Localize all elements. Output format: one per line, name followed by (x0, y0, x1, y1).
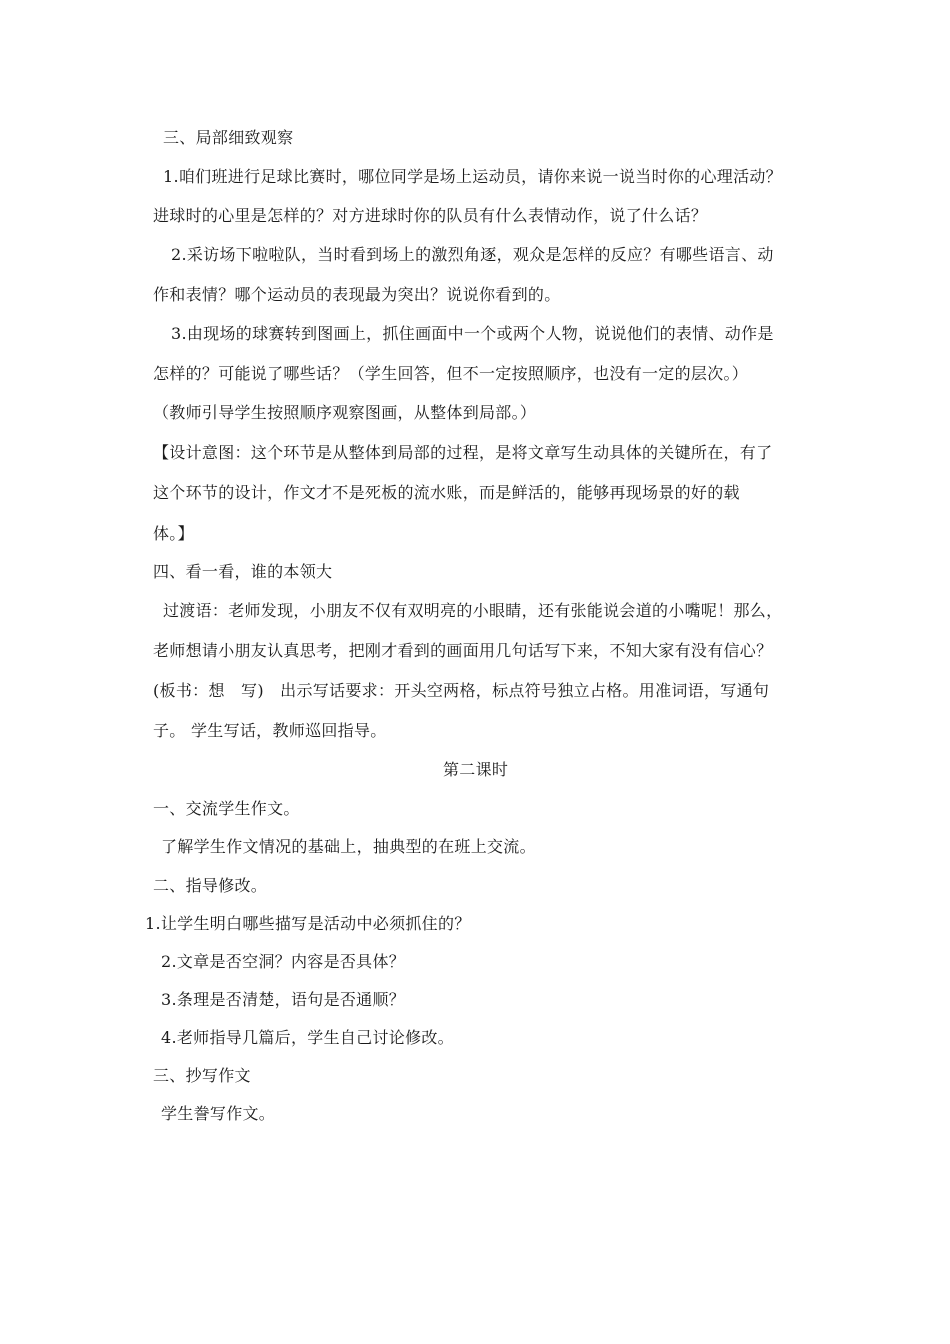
paragraph-line: 1.咱们班进行足球比赛时，哪位同学是场上运动员，请你来说一说当时你的心理活动？ (163, 167, 782, 186)
section-heading-3: 三、局部细致观察 (163, 128, 294, 147)
design-intent-line: 这个环节的设计，作文才不是死板的流水账，而是鲜活的，能够再现场景的好的载 (153, 483, 740, 502)
section-heading: 二、指导修改。 (153, 876, 268, 895)
design-intent-line: 【设计意图：这个环节是从整体到局部的过程，是将文章写生动具体的关键所在，有了 (153, 443, 773, 462)
paragraph-line: 老师想请小朋友认真思考，把刚才看到的画面用几句话写下来，不知大家有没有信心？ (153, 641, 773, 660)
paragraph-line: 子。 学生写话，教师巡回指导。 (153, 721, 387, 740)
paragraph-line: （教师引导学生按照顺序观察图画，从整体到局部。） (153, 403, 537, 422)
paragraph-line: 过渡语：老师发现，小朋友不仅有双明亮的小眼睛，还有张能说会道的小嘴呢！那么， (163, 601, 783, 620)
paragraph-line: 3.由现场的球赛转到图画上，抓住画面中一个或两个人物，说说他们的表情、动作是 (171, 324, 774, 343)
paragraph-line: (板书：想 写) 出示写话要求：开头空两格，标点符号独立占格。用准词语，写通句 (153, 681, 770, 700)
list-item: 2.文章是否空洞？内容是否具体？ (161, 952, 406, 971)
paragraph-line: 了解学生作文情况的基础上，抽典型的在班上交流。 (161, 837, 536, 856)
section-heading-4: 四、看一看，谁的本领大 (153, 562, 333, 581)
lesson-title: 第二课时 (443, 760, 509, 779)
list-item: 4.老师指导几篇后，学生自己讨论修改。 (161, 1028, 454, 1047)
section-heading: 一、交流学生作文。 (153, 799, 300, 818)
paragraph-line: 进球时的心里是怎样的？对方进球时你的队员有什么表情动作，说了什么话？ (153, 206, 708, 225)
list-item: 1.让学生明白哪些描写是活动中必须抓住的？ (145, 914, 471, 933)
list-item: 3.条理是否清楚，语句是否通顺？ (161, 990, 406, 1009)
paragraph-line: 学生誊写作文。 (161, 1104, 276, 1123)
section-heading: 三、抄写作文 (153, 1066, 251, 1085)
paragraph-line: 2.采访场下啦啦队，当时看到场上的激烈角逐，观众是怎样的反应？有哪些语言、动 (171, 245, 774, 264)
design-intent-line: 体。】 (153, 524, 194, 543)
paragraph-line: 怎样的？可能说了哪些话？（学生回答，但不一定按照顺序，也没有一定的层次。） (153, 364, 749, 383)
paragraph-line: 作和表情？哪个运动员的表现最为突出？说说你看到的。 (153, 285, 561, 304)
